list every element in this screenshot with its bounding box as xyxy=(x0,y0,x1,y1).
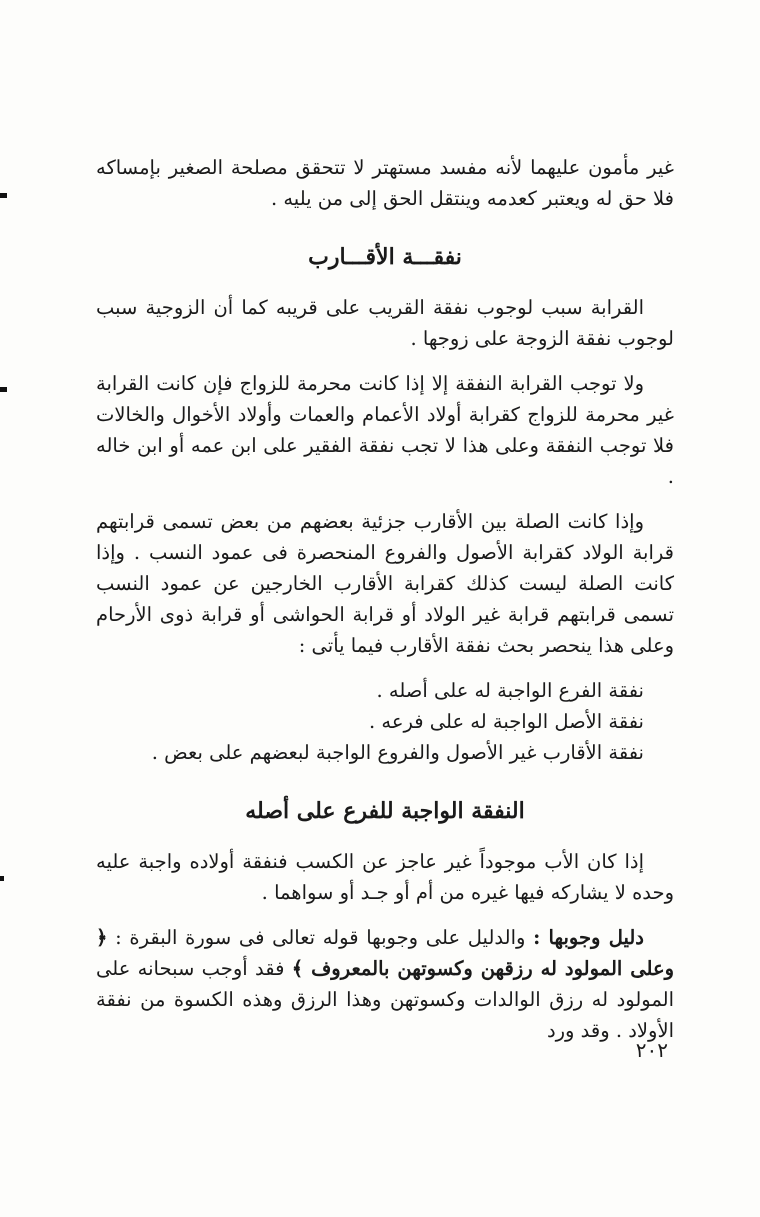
paragraph-evidence xyxy=(96,922,674,1046)
list-item: نفقة الفرع الواجبة له على أصله . xyxy=(376,679,644,702)
page-number: ٢٠٢ xyxy=(635,1038,668,1062)
list-item: نفقة الأصل الواجبة له على فرعه . xyxy=(368,710,644,733)
document-page xyxy=(96,152,674,1046)
maintenance-list xyxy=(96,675,674,768)
evidence-label: دليل وجوبها : xyxy=(533,926,644,949)
paragraph-father-obligation: إذا كان الأب موجوداً غير عاجز عن الكسب فنفقة أولاده واجبة عليه وحده لا يشاركه فيها غيره من أم أو جـد أو سواهما . xyxy=(96,850,674,904)
scan-mark-bottom xyxy=(0,876,4,881)
heading-relatives-maintenance: نفقـــة الأقـــارب xyxy=(308,244,462,270)
paragraph-kinship-types: وإذا كانت الصلة بين الأقارب جزئية بعضهم من بعض تسمى قرابتهم قرابة الولاد كقرابة الأصول والفروع المنحصرة فى عمود النسب . وإذا كانت الصلة ليست كذلك كقرابة الأقارب الخارجين عن عمود النسب تسمى قرابتهم قرابة غير الولاد أو قرابة الحواشى أو قرابة ذوى الأرحام وعلى هذا ينحصر بحث نفقة الأقارب فيما يأتى : xyxy=(96,510,674,657)
intro-paragraph: غير مأمون عليهما لأنه مفسد مستهتر لا تتحقق مصلحة الصغير بإمساكه فلا حق له ويعتبر كعدمه وينتقل الحق إلى من يليه . xyxy=(96,156,674,210)
evidence-text-start: والدليل على وجوبها قوله تعالى فى سورة البقرة : xyxy=(107,926,534,949)
paragraph-kinship-cause: القرابة سبب لوجوب نفقة القريب على قريبه كما أن الزوجية سبب لوجوب نفقة الزوجة على زوجها . xyxy=(96,296,674,350)
scan-mark-middle xyxy=(0,387,7,392)
spacer xyxy=(96,908,674,922)
spacer xyxy=(96,354,674,368)
scan-mark-top xyxy=(0,193,7,198)
heading-branch-maintenance: النفقة الواجبة للفرع على أصله xyxy=(245,798,525,824)
evidence-text-end: فقد أوجب سبحانه على المولود له رزق الوالدات وكسوتهن وهذا الرزق وهذه الكسوة من نفقة الأولاد . وقد ورد xyxy=(96,957,674,1042)
spacer xyxy=(96,492,674,506)
paragraph-prohibited-kinship: ولا توجب القرابة النفقة إلا إذا كانت محرمة للزواج فإن كانت القرابة غير محرمة للزواج كقرابة أولاد الأعمام والعمات وأولاد الأخوال والخالات فلا توجب النفقة وعلى هذا لا تجب نفقة الفقير على ابن عمه أو ابن خاله . xyxy=(96,372,674,488)
quran-verse: ﴿ وعلى المولود له رزقهن وكسوتهن بالمعروف ﴾ xyxy=(96,926,674,980)
spacer xyxy=(96,661,674,675)
list-item: نفقة الأقارب غير الأصول والفروع الواجبة لبعضهم على بعض . xyxy=(151,741,644,764)
